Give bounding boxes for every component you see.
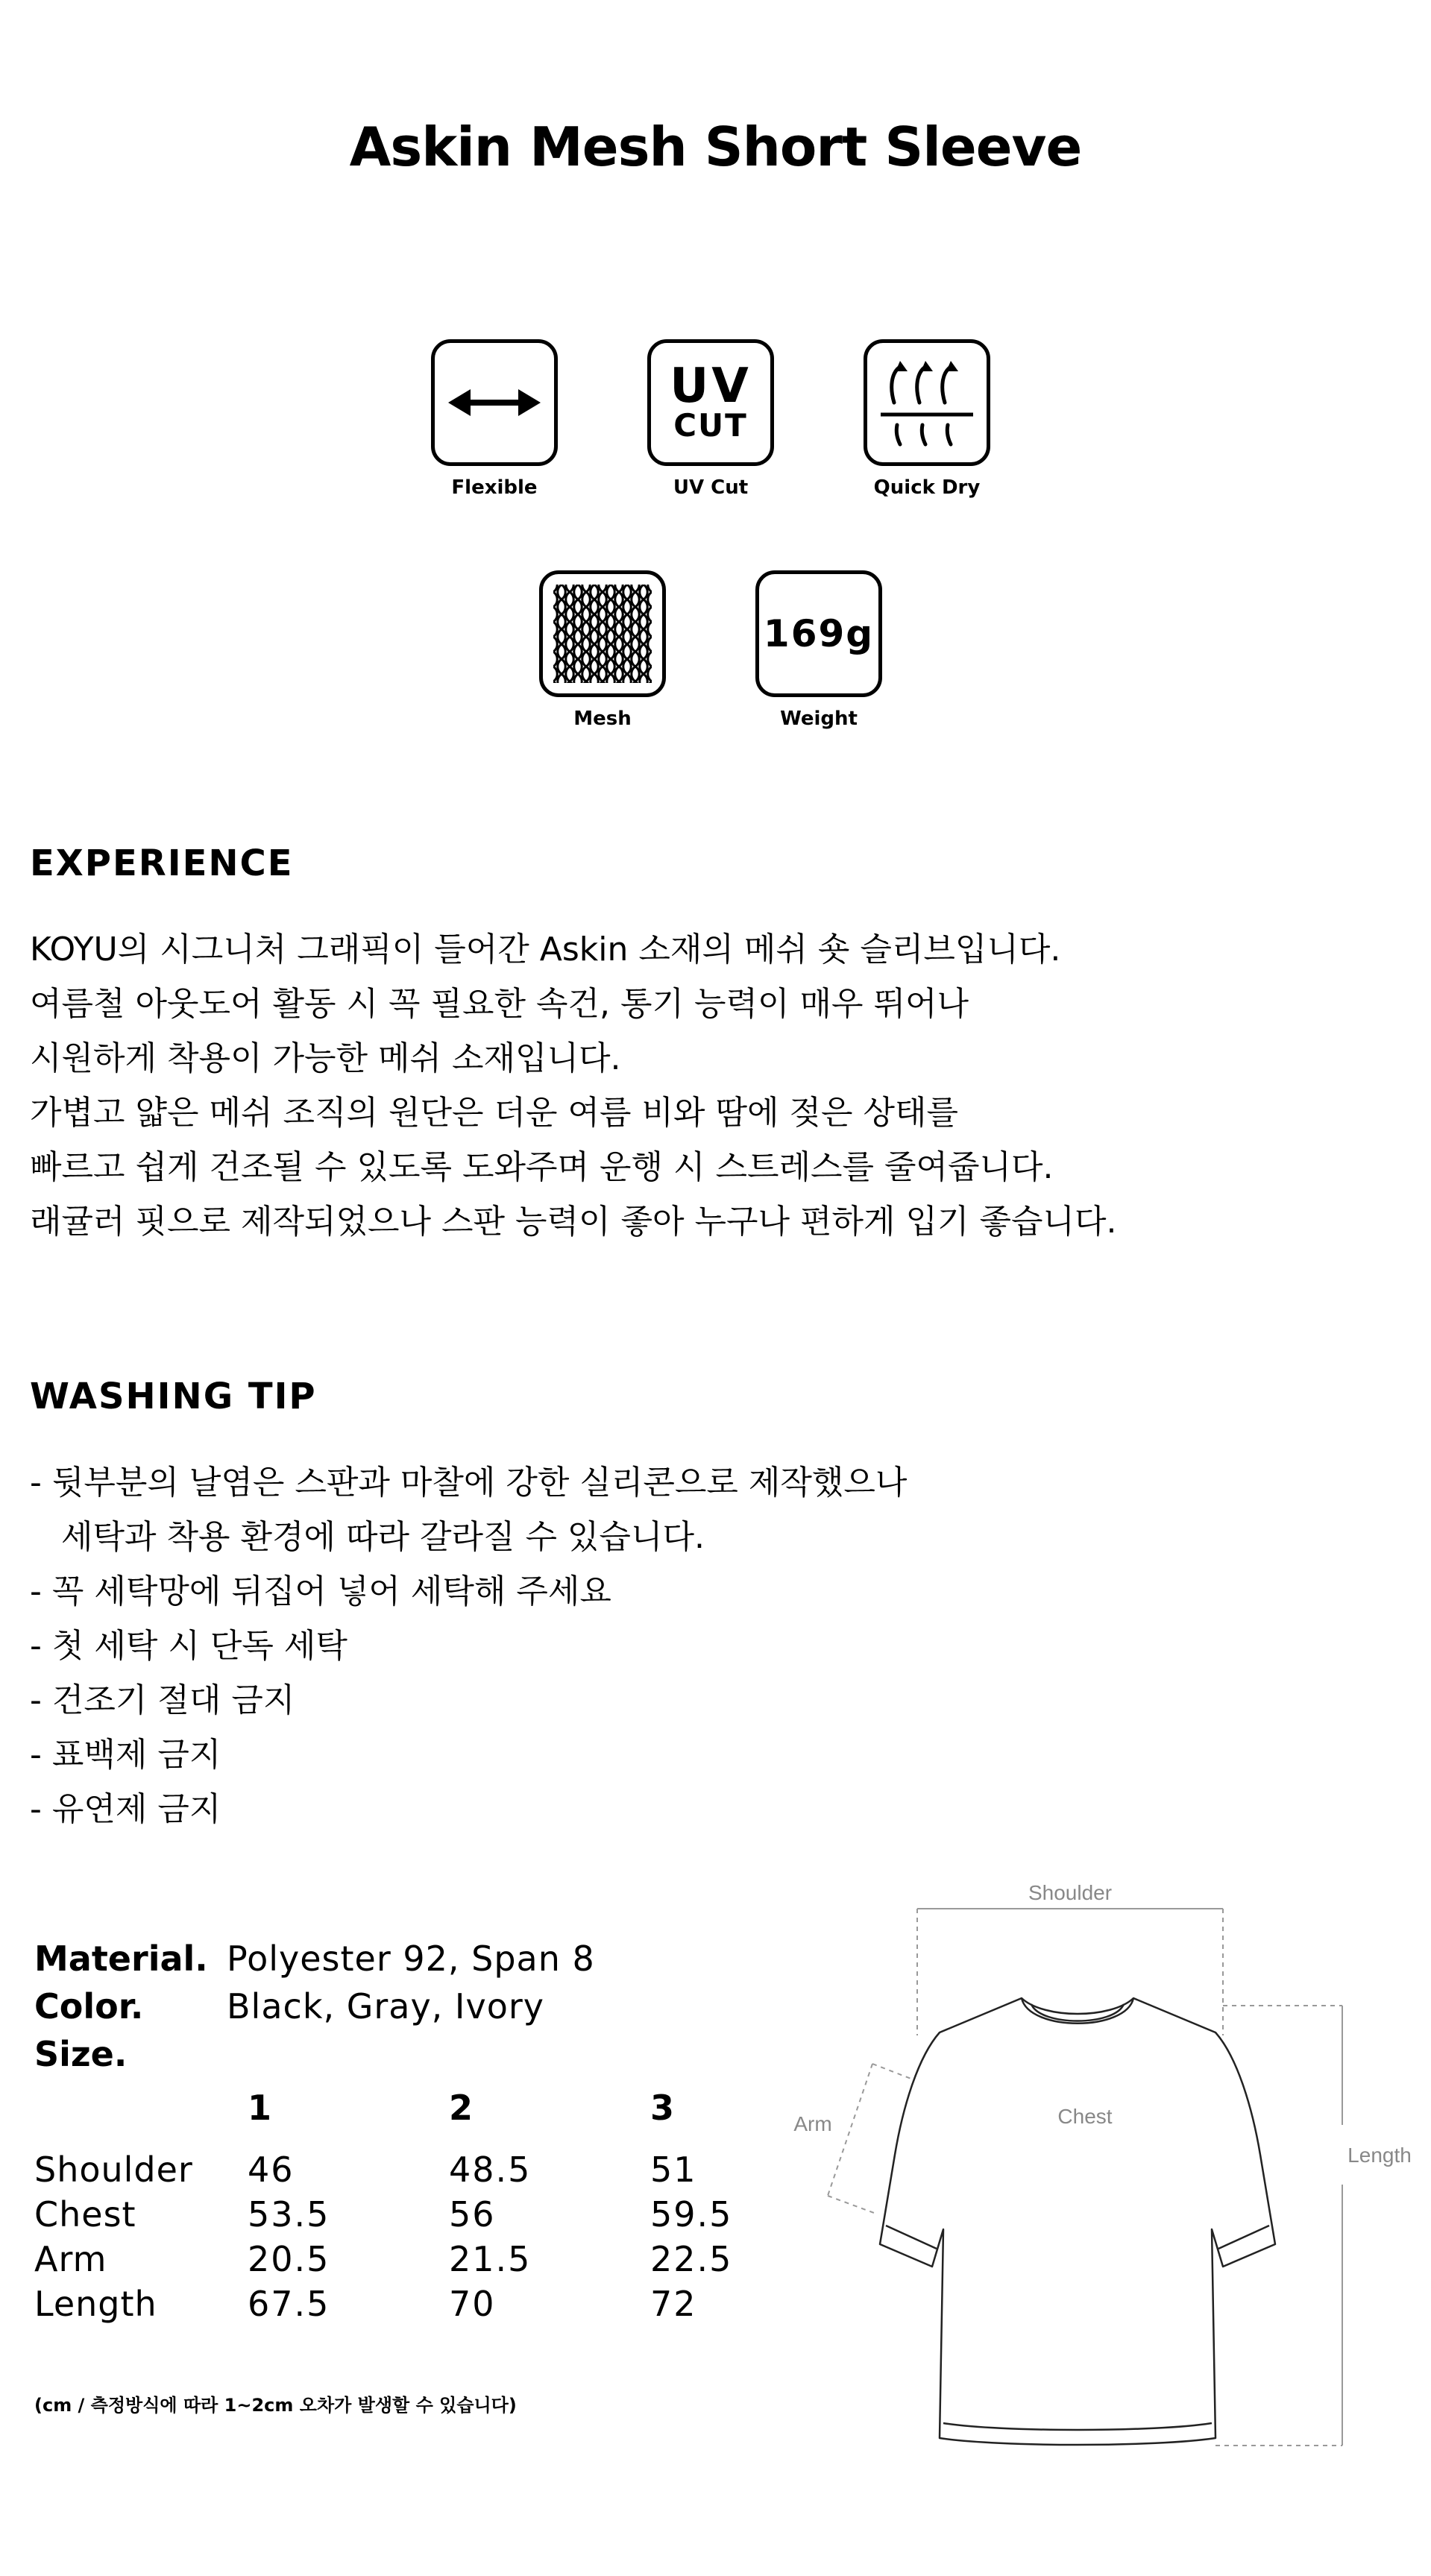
size-label: Size. [34,2034,128,2074]
washing-line: - 첫 세탁 시 단독 세탁 [30,1627,347,1665]
size-header: 2 [449,2088,475,2128]
table-cell: 20.5 [248,2239,330,2279]
feature-mesh [513,570,692,730]
table-row [34,2147,852,2192]
experience-line: 시원하게 착용이 가능한 메쉬 소재입니다. [30,1039,621,1077]
row-label: Length [34,2284,157,2324]
washing-line: - 건조기 절대 금지 [30,1681,295,1719]
row-label: Shoulder [34,2150,193,2190]
size-header-row [34,2088,852,2147]
size-header: 1 [248,2088,274,2128]
flexible-arrow-icon [431,339,558,466]
experience-line: 빠르고 쉽게 건조될 수 있도록 도와주며 운행 시 스트레스를 줄여줍니다. [30,1148,1054,1186]
table-cell: 46 [248,2150,295,2190]
color-label: Color. [34,1986,144,2027]
page-title: Askin Mesh Short Sleeve [349,116,1082,178]
uv-text: UV [670,359,752,414]
weight-text: 169g [763,612,875,655]
table-cell: 21.5 [449,2239,532,2279]
table-cell: 67.5 [248,2284,330,2324]
feature-weight [729,570,908,730]
tshirt-measurement-diagram [793,1881,1417,2460]
product-spec [34,1935,595,2078]
size-header-empty [34,2088,248,2147]
experience-text [30,922,1116,1249]
feature-label: Quick Dry [873,476,981,499]
table-cell: 48.5 [449,2150,532,2190]
size-table [34,2088,852,2326]
washing-line: 세탁과 착용 환경에 따라 갈라질 수 있습니다. [30,1518,705,1556]
table-row [34,2281,852,2326]
table-cell: 56 [449,2194,496,2235]
feature-uv-cut [621,339,800,499]
washing-heading: WASHING TIP [30,1376,317,1417]
size-header: 3 [650,2088,676,2128]
mesh-icon [539,570,666,697]
feature-label: Weight [780,708,858,730]
chest-label: Chest [1057,2105,1113,2128]
experience-line: 래귤러 핏으로 제작되었으나 스판 능력이 좋아 누구나 편하게 입기 좋습니다. [30,1203,1117,1241]
table-cell: 72 [650,2284,697,2324]
table-row [34,2237,852,2281]
feature-label: Flexible [451,476,538,499]
feature-flexible [405,339,584,499]
feature-quick-dry [837,339,1016,499]
table-cell: 59.5 [650,2194,733,2235]
feature-label: UV Cut [673,476,749,499]
washing-text [30,1455,907,1836]
material-label: Material. [34,1939,208,1979]
experience-line: 가볍고 얇은 메쉬 조직의 원단은 더운 여름 비와 땀에 젖은 상태를 [30,1094,958,1132]
table-cell: 70 [449,2284,496,2324]
color-value: Black, Gray, Ivory [227,1986,544,2027]
material-value: Polyester 92, Span 8 [227,1939,595,1979]
measurement-note: (cm / 측정방식에 따라 1~2cm 오차가 발생할 수 있습니다) [34,2395,517,2416]
length-label: Length [1347,2144,1412,2167]
table-cell: 53.5 [248,2194,330,2235]
row-label: Arm [34,2239,107,2279]
table-row [34,2192,852,2237]
washing-line: - 표백제 금지 [30,1736,221,1774]
feature-label: Mesh [573,708,632,730]
cut-text: CUT [673,407,748,444]
quick-dry-icon [864,339,990,466]
experience-line: 여름철 아웃도어 활동 시 꼭 필요한 속건, 통기 능력이 매우 뛰어나 [30,985,969,1023]
washing-line: - 뒷부분의 날염은 스판과 마찰에 강한 실리콘으로 제작했으나 [30,1464,908,1502]
experience-line: KOYU의 시그니처 그래픽이 들어간 Askin 소재의 메쉬 숏 슬리브입니다. [30,930,1061,969]
arm-label: Arm [793,2112,832,2135]
table-cell: 22.5 [650,2239,733,2279]
shoulder-label: Shoulder [1028,1881,1113,1904]
weight-icon [755,570,882,697]
washing-line: - 꼭 세탁망에 뒤집어 넣어 세탁해 주세요 [30,1572,611,1610]
uv-cut-icon [647,339,774,466]
row-label: Chest [34,2194,136,2235]
table-cell: 51 [650,2150,697,2190]
washing-line: - 유연제 금지 [30,1790,221,1828]
tshirt-outline [880,1998,1275,2445]
experience-heading: EXPERIENCE [30,843,294,884]
